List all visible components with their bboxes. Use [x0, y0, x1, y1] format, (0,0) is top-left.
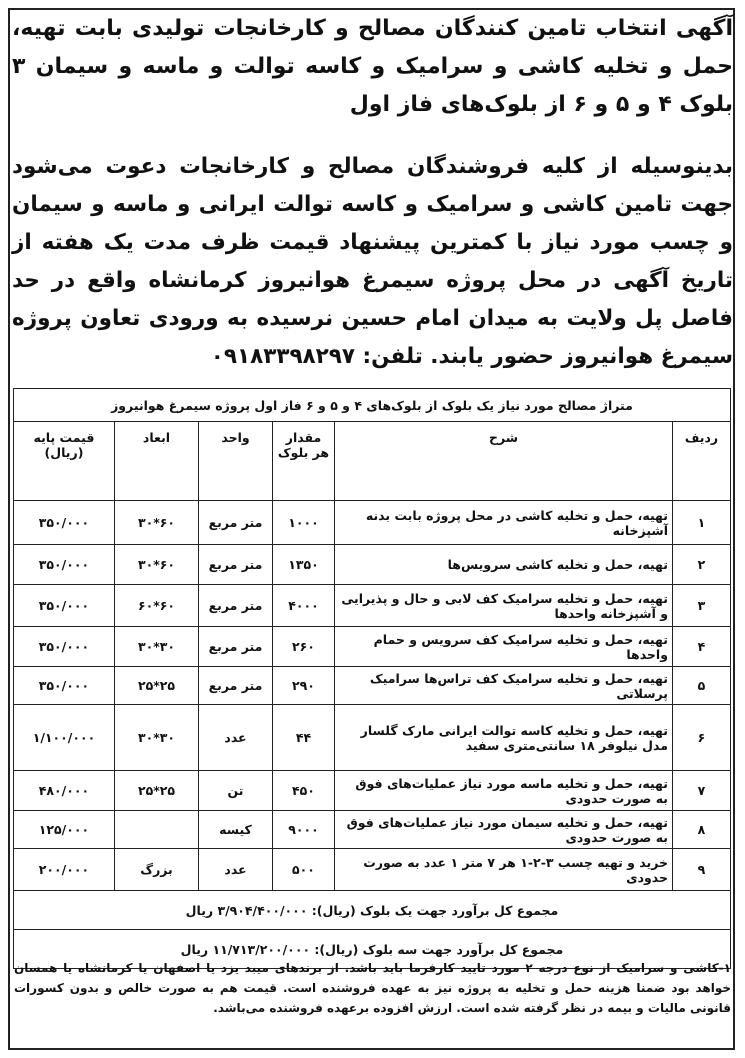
row-number: ۵: [673, 667, 731, 705]
row-unit: کیسه: [199, 811, 273, 849]
row-number: ۶: [673, 705, 731, 771]
row-unit: متر مربع: [199, 501, 273, 545]
row-number: ۱: [673, 501, 731, 545]
row-base-price: ۳۵۰/۰۰۰: [13, 667, 114, 705]
col-header-dims: ابعاد: [115, 422, 199, 501]
row-description: تهیه، حمل و تخلیه کاشی سرویس‌ها: [335, 545, 673, 585]
row-number: ۸: [673, 811, 731, 849]
sum-three-blocks: مجموع کل برآورد جهت سه بلوک (ریال): ۱۱/۷۱۳/۲۰۰/۰۰۰ ریال: [13, 930, 730, 969]
row-base-price: ۱۲۵/۰۰۰: [13, 811, 114, 849]
row-number: ۲: [673, 545, 731, 585]
table-row: [13, 705, 730, 771]
row-unit: متر مربع: [199, 667, 273, 705]
row-base-price: ۳۵۰/۰۰۰: [13, 545, 114, 585]
table-row: [13, 771, 730, 811]
row-dimensions: ۶۰*۳۰: [115, 501, 199, 545]
row-dimensions: [115, 811, 199, 849]
row-description: تهیه، حمل و تخلیه کاشی در محل پروژه بابت بدنه آشپزخانه: [335, 501, 673, 545]
row-description: تهیه، حمل و تخلیه سرامیک کف لابی و حال و پذیرایی و آشپزخانه واحدها: [335, 585, 673, 627]
row-dimensions: ۶۰*۳۰: [115, 545, 199, 585]
row-dimensions: ۶۰*۶۰: [115, 585, 199, 627]
row-base-price: ۳۵۰/۰۰۰: [13, 585, 114, 627]
row-quantity: ۱۳۵۰: [273, 545, 335, 585]
row-dimensions: ۲۵*۲۵: [115, 771, 199, 811]
row-quantity: ۲۹۰: [273, 667, 335, 705]
row-unit: متر مربع: [199, 627, 273, 667]
row-base-price: ۳۵۰/۰۰۰: [13, 501, 114, 545]
row-base-price: ۲۰۰/۰۰۰: [13, 849, 114, 891]
col-header-unit: واحد: [199, 422, 273, 501]
row-description: تهیه، حمل و تخلیه سرامیک کف تراس‌ها سرامیک پرسلاتی: [335, 667, 673, 705]
row-dimensions: بزرگ: [115, 849, 199, 891]
row-number: ۳: [673, 585, 731, 627]
row-base-price: ۳۵۰/۰۰۰: [13, 627, 114, 667]
table-title: متراژ مصالح مورد نیاز یک بلوک از بلوک‌های ۴ و ۵ و ۶ فاز اول پروژه سیمرغ هوانیروز: [13, 389, 730, 422]
row-unit: متر مربع: [199, 585, 273, 627]
row-number: ۴: [673, 627, 731, 667]
row-dimensions: ۳۰*۳۰: [115, 705, 199, 771]
col-header-price: قیمت پایه (ریال): [13, 422, 114, 501]
row-unit: تن: [199, 771, 273, 811]
sum-one-block: مجموع کل برآورد جهت یک بلوک (ریال): ۳/۹۰۴/۴۰۰/۰۰۰ ریال: [13, 891, 730, 930]
row-unit: عدد: [199, 849, 273, 891]
row-quantity: ۵۰۰: [273, 849, 335, 891]
table-row: [13, 627, 730, 667]
ad-heading: آگهی انتخاب تامین کنندگان مصالح و کارخانجات تولیدی بابت تهیه، حمل و تخلیه کاشی و سرامیک و کاسه توالت و ماسه و سیمان ۳ بلوک ۴ و ۵ و ۶ از بلوک‌های فاز اول: [12, 16, 733, 117]
row-description: خرید و تهیه چسب ۳-۲-۱ هر ۷ متر ۱ عدد به صورت حدودی: [335, 849, 673, 891]
row-quantity: ۱۰۰۰: [273, 501, 335, 545]
row-description: تهیه، حمل و تخلیه سرامیک کف سرویس و حمام واحدها: [335, 627, 673, 667]
materials-table: [13, 388, 731, 969]
row-quantity: ۲۶۰: [273, 627, 335, 667]
table-row: [13, 545, 730, 585]
row-dimensions: ۳۰*۳۰: [115, 627, 199, 667]
row-base-price: ۱/۱۰۰/۰۰۰: [13, 705, 114, 771]
table-row: [13, 585, 730, 627]
col-header-qty: مقدار هر بلوک: [273, 422, 335, 501]
row-unit: متر مربع: [199, 545, 273, 585]
row-number: ۷: [673, 771, 731, 811]
row-unit: عدد: [199, 705, 273, 771]
materials-table-wrap: [14, 388, 731, 969]
table-row: [13, 849, 730, 891]
col-header-row: ردیف: [673, 422, 731, 501]
row-quantity: ۴۵۰: [273, 771, 335, 811]
row-number: ۹: [673, 849, 731, 891]
row-base-price: ۴۸۰/۰۰۰: [13, 771, 114, 811]
col-header-desc: شرح: [335, 422, 673, 501]
row-dimensions: ۲۵*۲۵: [115, 667, 199, 705]
table-row: [13, 811, 730, 849]
table-row: [13, 667, 730, 705]
table-row: [13, 501, 730, 545]
row-description: تهیه، حمل و تخلیه ماسه مورد نیاز عملیات‌های فوق به صورت حدودی: [335, 771, 673, 811]
footnote: ۱-کاشی و سرامیک از نوع درجه ۲ مورد تایید کارفرما باید باشد. از برندهای میبد یزد یا اصفهان یا کرمانشاه یا همسان خواهد بود ضمنا هزینه حمل و تخلیه به پروژه نیز به عهده فروشنده است. قیمت هم به صورت خالص و بدون کسورات قانونی مالیات و بیمه در نظر گرفته شده است. ارزش افزوده برعهده فروشنده می‌باشد.: [14, 961, 731, 1015]
row-quantity: ۴۴: [273, 705, 335, 771]
row-description: تهیه، حمل و تخلیه کاسه توالت ایرانی مارک گلسار مدل نیلوفر ۱۸ سانتی‌متری سفید: [335, 705, 673, 771]
ad-intro: بدینوسیله از کلیه فروشندگان مصالح و کارخانجات دعوت می‌شود جهت تامین کاشی و سرامیک و کاسه توالت ایرانی و ماسه و سیمان و چسب مورد نیاز با کمترین پیشنهاد قیمت ظرف مدت یک هفته از تاریخ آگهی در محل پروژه سیمرغ هوانیروز کرمانشاه واقع در حد فاصل پل ولایت به میدان امام حسین نرسیده به ورودی تعاون پروژه سیمرغ هوانیروز حضور یابند. تلفن: ۰۹۱۸۳۳۹۸۲۹۷: [12, 154, 733, 369]
row-quantity: ۹۰۰۰: [273, 811, 335, 849]
row-quantity: ۴۰۰۰: [273, 585, 335, 627]
row-description: تهیه، حمل و تخلیه سیمان مورد نیاز عملیات‌های فوق به صورت حدودی: [335, 811, 673, 849]
